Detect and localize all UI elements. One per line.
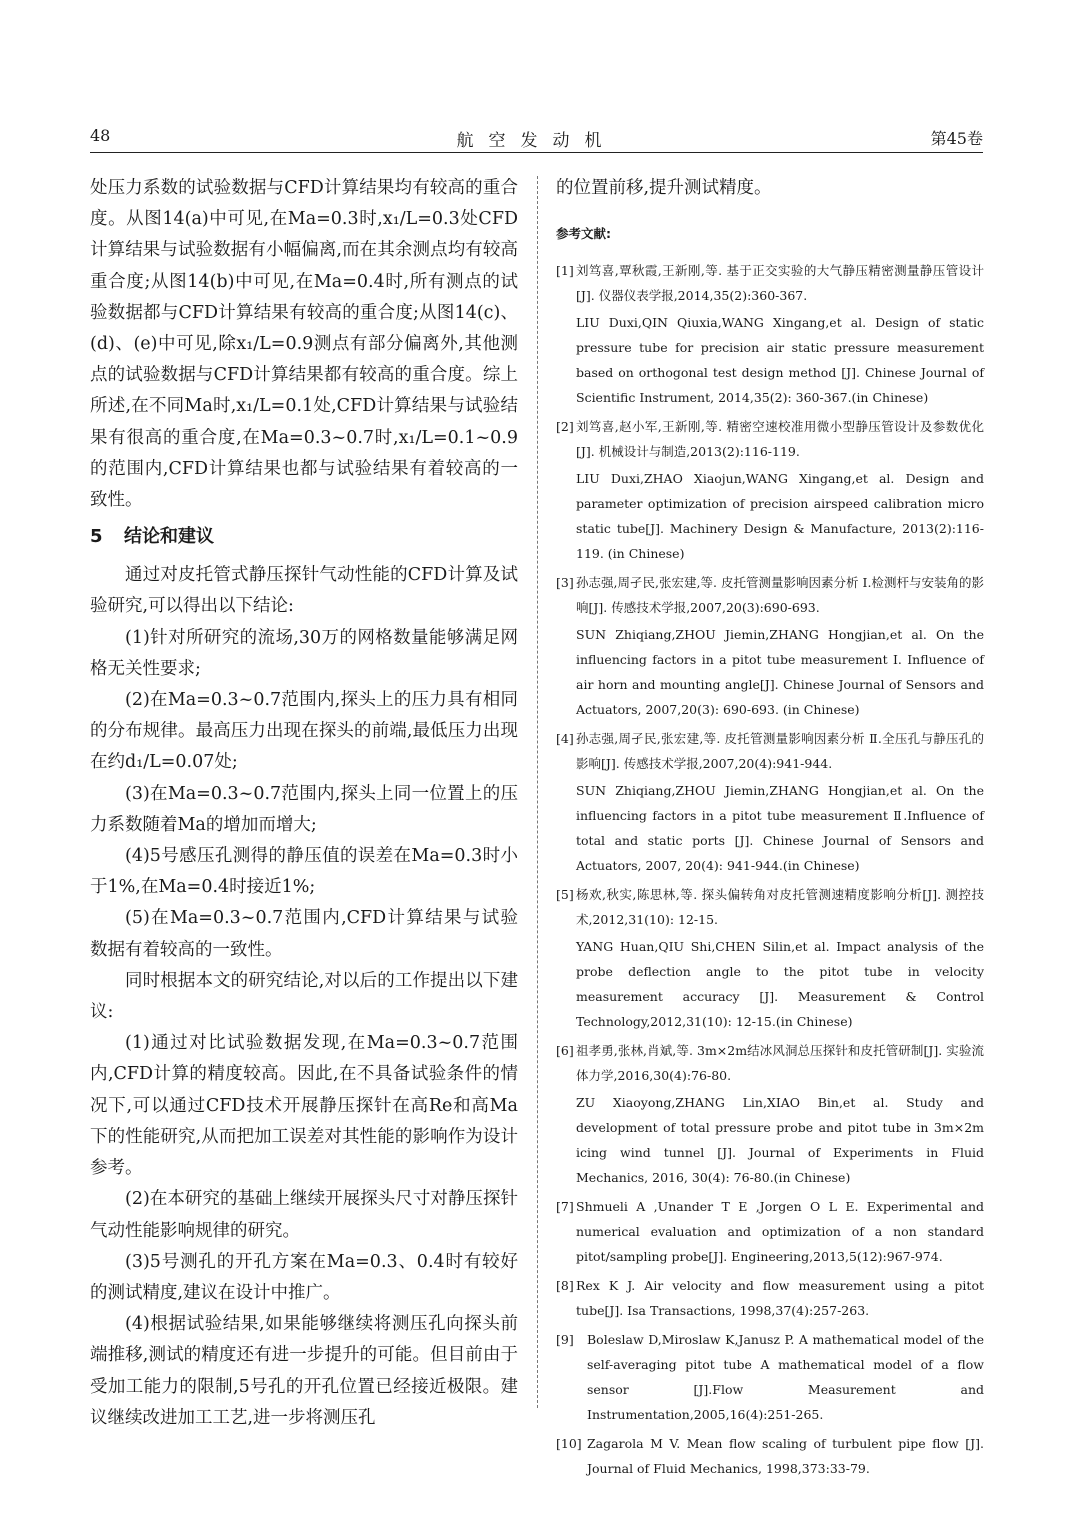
column-divider: [537, 176, 538, 1408]
reference-english-text: LIU Duxi,ZHAO Xiaojun,WANG Xingang,et al. Design and parameter optimization of precision airspeed calibration micro static tube[J]. Machinery Design & Manufacture, 2013(2):116-119. (in Chinese): [576, 471, 984, 561]
volume-label: 第45卷: [930, 129, 983, 148]
conclusion-4: (4)5号感压孔测得的静压值的误差在Ma=0.3时小于1%,在Ma=0.4时接近1%;: [90, 846, 518, 898]
conclusion-5: (5)在Ma=0.3~0.7范围内,CFD计算结果与试验数据有着较高的一致性。: [90, 908, 518, 960]
page-number: 48: [90, 126, 111, 145]
reference-text: Boleslaw D,Miroslaw K,Janusz P. A mathematical model of the self-averaging pitot tube A mathematical model of a flow sensor [J].Flow Measurement and Instrumentation,2005,16(4):251-265.: [587, 1332, 984, 1422]
reference-english-text: ZU Xiaoyong,ZHANG Lin,XIAO Bin,et al. Study and development of total pressure probe and pitot tube in 3m×2m icing wind tunnel [J]. Journal of Experiments in Fluid Mechanics, 2016, 30(4): 76-80.(in Chinese): [576, 1095, 984, 1185]
reference-english-text: LIU Duxi,QIN Qiuxia,WANG Xingang,et al. Design of static pressure tube for precision air static pressure measurement based on orthogonal test design method [J]. Chinese Journal of Scientific Instrument, 2014,35(2): 360-367.(in Chinese): [576, 315, 984, 405]
reference-item: [556, 570, 984, 722]
reference-number: [8]: [556, 1278, 574, 1293]
section-number: 5: [90, 526, 103, 548]
right-column: [556, 173, 984, 1485]
conclusion-2: (2)在Ma=0.3~0.7范围内,探头上的压力具有相同的分布规律。最高压力出现在探头的前端,最低压力出现在约d₁/L=0.07处;: [90, 690, 518, 773]
reference-text: Shmueli A ,Unander T E ,Jorgen O L E. Experimental and numerical evaluation and optimization of a non standard pitot/sampling probe[J]. Engineering,2013,5(12):967-974.: [576, 1199, 984, 1264]
header-rule: [90, 152, 983, 153]
reference-english-text: YANG Huan,QIU Shi,CHEN Silin,et al. Impact analysis of the probe deflection angle to the pitot tube in velocity measurement accuracy [J]. Measurement & Control Technology,2012,31(10): 12-15.(in Chinese): [576, 939, 984, 1029]
reference-number: [7]: [556, 1199, 574, 1214]
reference-number: [1]: [556, 263, 574, 278]
reference-item: [556, 1273, 984, 1323]
references-heading: 参考文献:: [556, 226, 611, 241]
reference-item: [556, 1327, 984, 1427]
reference-list: [556, 258, 984, 1481]
reference-item: [556, 1038, 984, 1190]
reference-number: [10]: [556, 1436, 582, 1451]
body-paragraph: 处压力系数的试验数据与CFD计算结果均有较高的重合度。从图14(a)中可见,在Ma=0.3时,x₁/L=0.3处CFD计算结果与试验数据有小幅偏离,而在其余测点均有较高重合度;从图14(b)中可见,在Ma=0.4时,所有测点的试验数据都与CFD计算结果有较高的重合度;从图14(c)、(d)、(e)中可见,除x₁/L=0.9测点有部分偏离外,其他测点的试验数据与CFD计算结果都有较高的重合度。综上所述,在不同Ma时,x₁/L=0.1处,CFD计算结果与试验结果有很高的重合度,在Ma=0.3~0.7时,x₁/L=0.1~0.9的范围内,CFD计算结果也都与试验结果有着较高的一致性。: [90, 178, 518, 511]
reference-item: [556, 414, 984, 566]
reference-number: [3]: [556, 575, 574, 590]
suggestion-4: (4)根据试验结果,如果能够继续将测压孔向探头前端推移,测试的精度还有进一步提升的可能。但目前由于受加工能力的限制,5号孔的开孔位置已经接近极限。建议继续改进加工工艺,进一步将测压孔: [90, 1314, 518, 1428]
body-paragraph: 的位置前移,提升测试精度。: [556, 178, 772, 198]
reference-text: 刘笃喜,赵小军,王新刚,等. 精密空速校准用微小型静压管设计及参数优化[J]. 机械设计与制造,2013(2):116-119.: [576, 419, 984, 459]
reference-text: Zagarola M V. Mean flow scaling of turbulent pipe flow [J]. Journal of Fluid Mechanics, 1998,373:33-79.: [587, 1436, 984, 1476]
reference-number: [6]: [556, 1043, 574, 1058]
suggestion-3: (3)5号测孔的开孔方案在Ma=0.3、0.4时有较好的测试精度,建议在设计中推广。: [90, 1251, 518, 1303]
journal-title: 航空发动机: [456, 131, 617, 151]
reference-english-text: SUN Zhiqiang,ZHOU Jiemin,ZHANG Hongjian,et al. On the influencing factors in a pitot tube measurement I. Influence of air horn and mounting angle[J]. Chinese Journal of Sensors and Actuators, 2007,20(3): 690-693. (in Chinese): [576, 627, 984, 717]
body-paragraph: 通过对皮托管式静压探针气动性能的CFD计算及试验研究,可以得出以下结论:: [90, 565, 518, 617]
reference-number: [4]: [556, 731, 574, 746]
reference-text: Rex K J. Air velocity and flow measurement using a pitot tube[J]. Isa Transactions, 1998,37(4):257-263.: [576, 1278, 984, 1318]
conclusion-3: (3)在Ma=0.3~0.7范围内,探头上同一位置上的压力系数随着Ma的增加而增大;: [90, 783, 518, 835]
section-title: 结论和建议: [124, 526, 214, 548]
suggestion-1: (1)通过对比试验数据发现,在Ma=0.3~0.7范围内,CFD计算的精度较高。因此,在不具备试验条件的情况下,可以通过CFD技术开展静压探针在高Re和高Ma下的性能研究,从而把加工误差对其性能的影响作为设计参考。: [90, 1033, 518, 1179]
reference-text: 刘笃喜,覃秋霞,王新刚,等. 基于正交实验的大气静压精密测量静压管设计[J]. 仪器仪表学报,2014,35(2):360-367.: [576, 263, 984, 303]
reference-number: [2]: [556, 419, 574, 434]
reference-item: [556, 1194, 984, 1269]
reference-number: [5]: [556, 887, 574, 902]
section-heading: [90, 522, 518, 552]
left-column: [90, 173, 518, 1434]
reference-text: 祖孝勇,张林,肖斌,等. 3m×2m结冰风洞总压探针和皮托管研制[J]. 实验流体力学,2016,30(4):76-80.: [576, 1043, 984, 1083]
reference-item: [556, 258, 984, 410]
reference-item: [556, 726, 984, 878]
reference-item: [556, 1431, 984, 1481]
reference-english-text: SUN Zhiqiang,ZHOU Jiemin,ZHANG Hongjian,et al. On the influencing factors in a pitot tube measurement Ⅱ.Influence of total and static ports [J]. Chinese Journal of Sensors and Actuators, 2007, 20(4): 941-944.(in Chinese): [576, 783, 984, 873]
body-paragraph: 同时根据本文的研究结论,对以后的工作提出以下建议:: [90, 970, 518, 1023]
running-header: [90, 126, 983, 152]
reference-text: 杨欢,秋实,陈思林,等. 探头偏转角对皮托管测速精度影响分析[J]. 测控技术,2012,31(10): 12-15.: [576, 887, 984, 927]
reference-text: 孙志强,周孑民,张宏建,等. 皮托管测量影响因素分析 Ⅱ.全压孔与静压孔的影响[J]. 传感技术学报,2007,20(4):941-944.: [576, 731, 984, 771]
suggestion-2: (2)在本研究的基础上继续开展探头尺寸对静压探针气动性能影响规律的研究。: [90, 1189, 518, 1241]
reference-text: 孙志强,周孑民,张宏建,等. 皮托管测量影响因素分析 I.检测杆与安装角的影响[J]. 传感技术学报,2007,20(3):690-693.: [576, 575, 984, 615]
reference-number: [9]: [556, 1332, 574, 1347]
conclusion-1: (1)针对所研究的流场,30万的网格数量能够满足网格无关性要求;: [90, 627, 518, 679]
reference-item: [556, 882, 984, 1034]
